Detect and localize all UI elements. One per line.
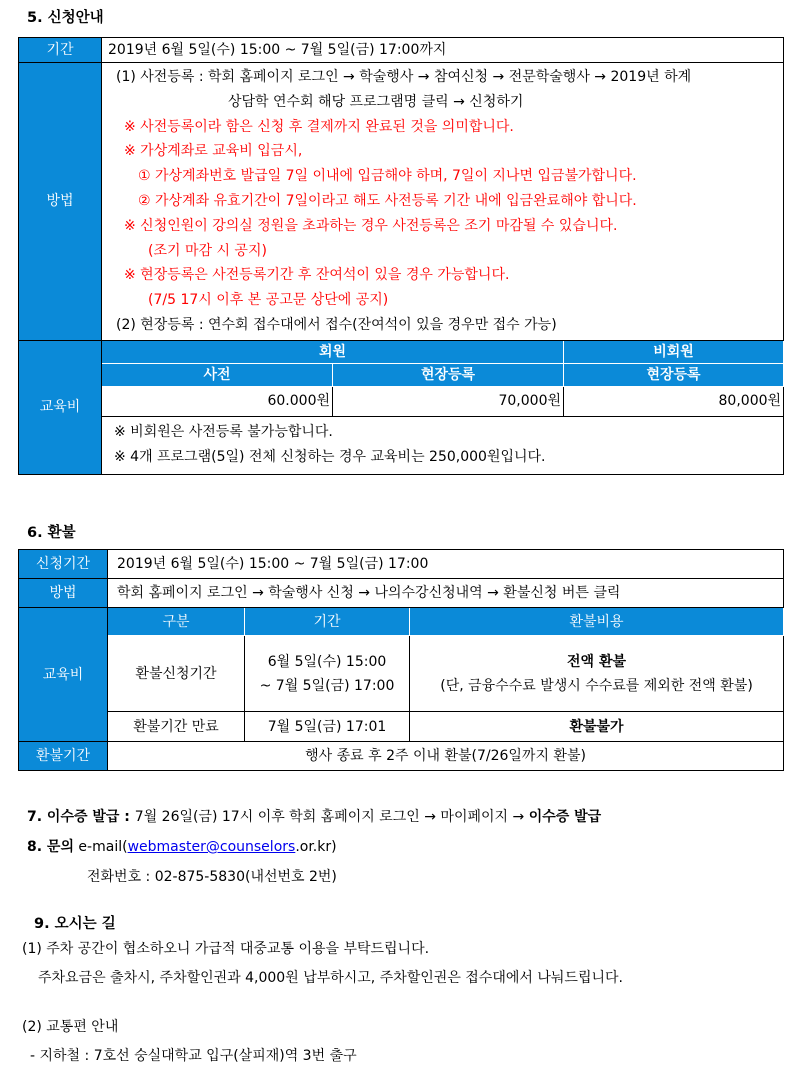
row1-cost-main: 전액 환불: [567, 653, 626, 670]
refund-period-label: 환불기간: [19, 742, 108, 771]
section-7: [27, 806, 601, 826]
method-content: [102, 63, 784, 341]
col-cost-header: 환불비용: [410, 608, 784, 636]
section-8-prefix: 8. 문의: [27, 839, 74, 855]
nonmember-onsite-header: 현장등록: [564, 363, 784, 386]
method-note-3: ① 가상계좌번호 발급일 7일 이내에 입금해야 하며, 7일이 지나면 입금불가합니다.: [138, 168, 637, 185]
method-line-1: (1) 사전등록 : 학회 홈페이지 로그인 → 학술행사 → 참여신청 → 전문학술행사 → 2019년 하계: [116, 69, 692, 85]
row2-type: 환불기간 만료: [108, 712, 245, 742]
refund-method-value: 학회 홈페이지 로그인 → 학술행사 신청 → 나의수강신청내역 → 환불신청 버튼 클릭: [108, 579, 784, 608]
period-label: 기간: [19, 38, 102, 63]
refund-fee-label: 교육비: [19, 608, 108, 742]
section-7-text: 7월 26일(금) 17시 이후 학회 홈페이지 로그인 → 마이페이지 →: [134, 809, 529, 825]
apply-period-value: 2019년 6월 5일(수) 15:00 ~ 7월 5일(금) 17:00: [108, 550, 784, 579]
refund-period-value: 행사 종료 후 2주 이내 환불(7/26일까지 환불): [108, 742, 784, 771]
row2-cost: 환불불가: [410, 712, 784, 742]
section-8: [27, 836, 337, 856]
method-note-2: ※ 가상계좌로 교육비 입금시,: [124, 143, 303, 160]
period-value: 2019년 6월 5일(수) 15:00 ~ 7월 5일(금) 17:00까지: [102, 38, 784, 63]
refund-table: [18, 549, 784, 771]
row1-type: 환불신청기간: [108, 636, 245, 712]
col-period-header: 기간: [245, 608, 410, 636]
pre-header: 사전: [102, 363, 333, 386]
fee-onsite: 70,000원: [333, 386, 564, 416]
section-9-title: 9. 오시는 길: [34, 916, 116, 932]
fee-pre: 60.000원: [102, 386, 333, 416]
fee-notes: [102, 416, 784, 474]
phone-line: 전화번호 : 02-875-5830(내선번호 2번): [87, 869, 337, 885]
fee-note-2: ※ 4개 프로그램(5일) 전체 신청하는 경우 교육비는 250,000원입니다.: [114, 449, 546, 466]
method-note-4: ② 가상계좌 유효기간이 7일이라고 해도 사전등록 기간 내에 입금완료해야 합니다.: [138, 192, 637, 209]
section-5-title: 5. 신청안내: [27, 10, 104, 26]
method-note-8: (7/5 17시 이후 본 공고문 상단에 공지): [148, 292, 389, 309]
email-pre: e-mail(: [73, 839, 128, 855]
row1-period: [245, 636, 410, 712]
row1-period-end: ~ 7월 5일(금) 17:00: [259, 677, 395, 694]
method-line-onsite: (2) 현장등록 : 연수회 접수대에서 접수(잔여석이 있을 경우만 접수 가능): [116, 316, 557, 333]
directions-line-3: (2) 교통편 안내: [22, 1019, 119, 1035]
method-line-2: 상담학 연수회 해당 프로그램명 클릭 → 신청하기: [228, 93, 524, 110]
row1-period-start: 6월 5일(수) 15:00: [267, 653, 387, 670]
email-link[interactable]: webmaster@counselors: [127, 839, 296, 855]
method-note-7: ※ 현장등록은 사전등록기간 후 잔여석이 있을 경우 가능합니다.: [124, 267, 510, 284]
nonmember-header: 비회원: [564, 340, 784, 363]
fee-nonmember: 80,000원: [564, 386, 784, 416]
directions-line-2: 주차요금은 출차시, 주차할인권과 4,000원 납부하시고, 주차할인권은 접수대에서 나눠드립니다.: [38, 970, 623, 986]
method-label: 방법: [19, 63, 102, 341]
method-note-6: (조기 마감 시 공지): [148, 242, 267, 259]
email-post: .or.kr): [295, 839, 337, 855]
fee-note-1: ※ 비회원은 사전등록 불가능합니다.: [114, 424, 333, 441]
section-7-prefix: 7. 이수증 발급 :: [27, 809, 135, 825]
application-info-table: [18, 37, 784, 475]
apply-period-label: 신청기간: [19, 550, 108, 579]
row2-period: 7월 5일(금) 17:01: [245, 712, 410, 742]
onsite-header: 현장등록: [333, 363, 564, 386]
section-7-bold: 이수증 발급: [528, 809, 602, 825]
directions-line-4: - 지하철 : 7호선 숭실대학교 입구(살피재)역 3번 출구: [30, 1048, 357, 1064]
col-type-header: 구분: [108, 608, 245, 636]
row1-cost: [410, 636, 784, 712]
method-note-5: ※ 신청인원이 강의실 정원을 초과하는 경우 사전등록은 조기 마감될 수 있습니다.: [124, 217, 618, 234]
row1-cost-note: (단, 금융수수료 발생시 수수료를 제외한 전액 환불): [440, 677, 753, 694]
method-note-1: ※ 사전등록이라 함은 신청 후 결제까지 완료된 것을 의미합니다.: [124, 118, 514, 135]
refund-method-label: 방법: [19, 579, 108, 608]
directions-line-1: (1) 주차 공간이 협소하오니 가급적 대중교통 이용을 부탁드립니다.: [22, 941, 430, 957]
fee-label: 교육비: [19, 340, 102, 474]
section-6-title: 6. 환불: [27, 525, 76, 541]
member-header: 회원: [102, 340, 564, 363]
